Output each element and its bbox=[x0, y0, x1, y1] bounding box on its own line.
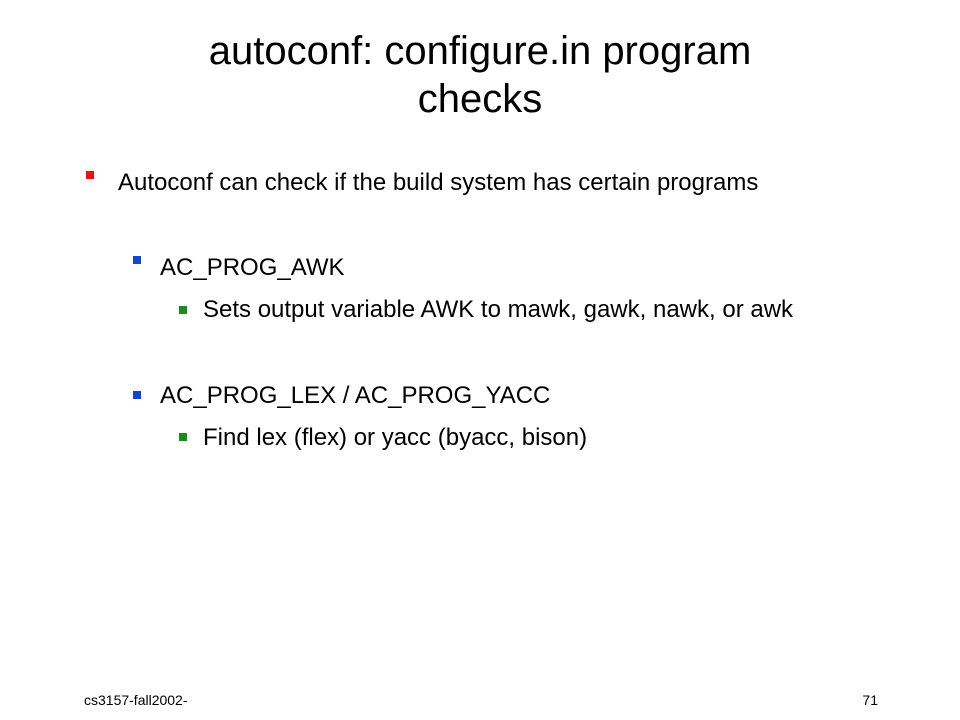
bullet-level-1: Autoconf can check if the build system has certain programs bbox=[118, 169, 759, 196]
footer-course-label: cs3157-fall2002- bbox=[84, 692, 188, 708]
bullet-level-2: AC_PROG_AWK bbox=[160, 254, 345, 281]
footer-page-number: 71 bbox=[862, 692, 878, 708]
bullet-marker-level-3 bbox=[179, 306, 187, 314]
bullet-marker-level-3 bbox=[179, 433, 187, 441]
bullet-marker-level-1 bbox=[86, 171, 94, 179]
bullet-marker-level-2 bbox=[133, 256, 141, 264]
bullet-level-3: Sets output variable AWK to mawk, gawk, nawk, or awk bbox=[203, 296, 794, 323]
bullet-marker-level-2 bbox=[133, 391, 141, 399]
bullet-level-2: AC_PROG_LEX / AC_PROG_YACC bbox=[160, 382, 551, 409]
bullet-level-3: Find lex (flex) or yacc (byacc, bison) bbox=[203, 424, 588, 451]
slide-title-line-2: checks bbox=[417, 77, 543, 121]
slide-title bbox=[100, 27, 860, 123]
slide-title-line-1: autoconf: configure.in program bbox=[208, 29, 752, 73]
